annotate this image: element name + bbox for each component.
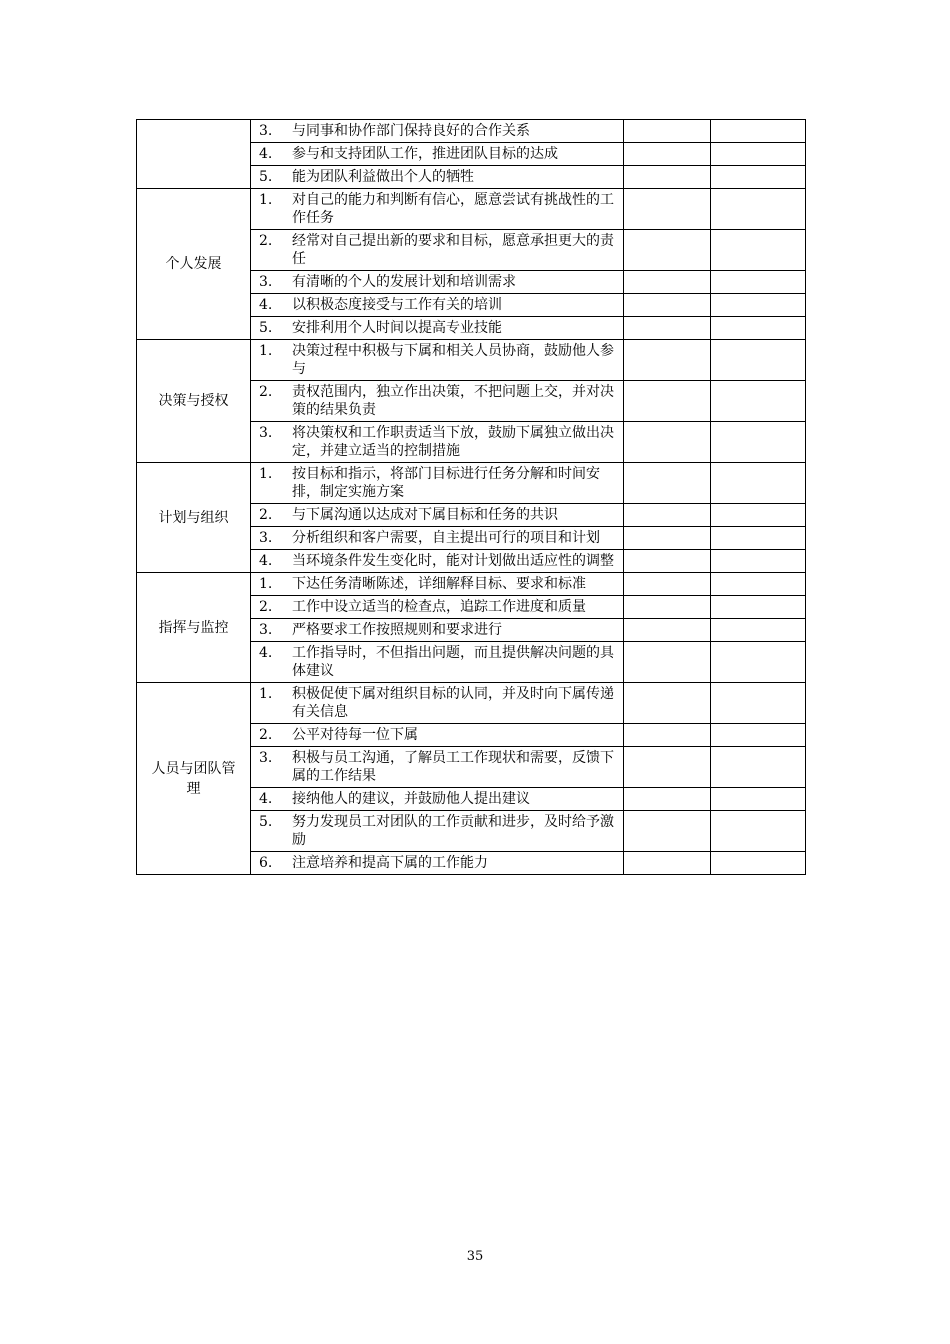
item-number: 3. <box>259 530 273 546</box>
item-number: 3. <box>259 123 273 139</box>
table-row <box>137 683 806 724</box>
item-text: 接纳他人的建议，并鼓励他人提出建议 <box>292 791 530 807</box>
remark-cell[interactable] <box>711 573 806 596</box>
score-cell[interactable] <box>624 422 711 463</box>
item-cell <box>251 381 624 422</box>
item-content <box>259 644 615 680</box>
table-row <box>137 573 806 596</box>
item-cell <box>251 573 624 596</box>
remark-cell[interactable] <box>711 340 806 381</box>
item-cell <box>251 527 624 550</box>
item-number: 2. <box>259 233 273 249</box>
item-cell <box>251 422 624 463</box>
item-cell <box>251 463 624 504</box>
item-content <box>259 383 615 419</box>
item-number: 1. <box>259 466 273 482</box>
item-text: 决策过程中积极与下属和相关人员协商，鼓励他人参与 <box>292 343 614 377</box>
item-content <box>259 145 615 163</box>
item-content <box>259 168 615 186</box>
item-cell <box>251 317 624 340</box>
item-content <box>259 506 615 524</box>
item-number: 4. <box>259 146 273 162</box>
item-cell <box>251 619 624 642</box>
remark-cell[interactable] <box>711 642 806 683</box>
item-text: 将决策权和工作职责适当下放，鼓励下属独立做出决定，并建立适当的控制措施 <box>292 425 614 459</box>
item-content <box>259 319 615 337</box>
remark-cell[interactable] <box>711 527 806 550</box>
item-text: 工作指导时，不但指出问题，而且提供解决问题的具体建议 <box>292 645 614 679</box>
category-cell <box>137 120 251 189</box>
evaluation-table <box>136 119 806 875</box>
score-cell[interactable] <box>624 166 711 189</box>
remark-cell[interactable] <box>711 120 806 143</box>
item-content <box>259 552 615 570</box>
remark-cell[interactable] <box>711 811 806 852</box>
item-number: 3. <box>259 750 273 766</box>
item-cell <box>251 340 624 381</box>
item-number: 2. <box>259 384 273 400</box>
item-text: 与同事和协作部门保持良好的合作关系 <box>292 123 530 139</box>
item-cell <box>251 294 624 317</box>
item-number: 4. <box>259 645 273 661</box>
remark-cell[interactable] <box>711 317 806 340</box>
remark-cell[interactable] <box>711 294 806 317</box>
category-cell: 计划与组织 <box>137 463 251 573</box>
category-cell: 人员与团队管理 <box>137 683 251 875</box>
page-number: 35 <box>466 1249 484 1264</box>
score-cell[interactable] <box>624 340 711 381</box>
item-text: 严格要求工作按照规则和要求进行 <box>292 622 502 638</box>
item-content <box>259 854 615 872</box>
item-text: 积极促使下属对组织目标的认同，并及时向下属传递有关信息 <box>292 686 614 720</box>
item-cell <box>251 811 624 852</box>
item-text: 下达任务清晰陈述，详细解释目标、要求和标准 <box>292 576 586 592</box>
item-content <box>259 621 615 639</box>
item-cell <box>251 596 624 619</box>
score-cell[interactable] <box>624 120 711 143</box>
item-content <box>259 790 615 808</box>
item-cell <box>251 852 624 875</box>
item-number: 5. <box>259 814 273 830</box>
item-text: 有清晰的个人的发展计划和培训需求 <box>292 274 516 290</box>
remark-cell[interactable] <box>711 724 806 747</box>
remark-cell[interactable] <box>711 189 806 230</box>
score-cell[interactable] <box>624 317 711 340</box>
item-cell <box>251 189 624 230</box>
item-cell <box>251 166 624 189</box>
remark-cell[interactable] <box>711 596 806 619</box>
item-number: 3. <box>259 274 273 290</box>
item-content <box>259 726 615 744</box>
item-number: 5. <box>259 169 273 185</box>
category-cell: 个人发展 <box>137 189 251 340</box>
item-number: 2. <box>259 727 273 743</box>
score-cell[interactable] <box>624 724 711 747</box>
item-text: 积极与员工沟通，了解员工工作现状和需要，反馈下属的工作结果 <box>292 750 614 784</box>
item-text: 当环境条件发生变化时，能对计划做出适应性的调整 <box>292 553 614 569</box>
remark-cell[interactable] <box>711 463 806 504</box>
score-cell[interactable] <box>624 271 711 294</box>
item-text: 注意培养和提高下属的工作能力 <box>292 855 488 871</box>
item-text: 工作中设立适当的检查点，追踪工作进度和质量 <box>292 599 586 615</box>
item-number: 3. <box>259 425 273 441</box>
item-content <box>259 749 615 785</box>
item-cell <box>251 724 624 747</box>
remark-cell[interactable] <box>711 683 806 724</box>
item-content <box>259 575 615 593</box>
score-cell[interactable] <box>624 463 711 504</box>
score-cell[interactable] <box>624 596 711 619</box>
item-cell <box>251 271 624 294</box>
item-content <box>259 465 615 501</box>
item-content <box>259 273 615 291</box>
score-cell[interactable] <box>624 381 711 422</box>
item-text: 与下属沟通以达成对下属目标和任务的共识 <box>292 507 558 523</box>
remark-cell[interactable] <box>711 747 806 788</box>
item-content <box>259 342 615 378</box>
item-text: 公平对待每一位下属 <box>292 727 418 743</box>
item-cell <box>251 747 624 788</box>
item-cell <box>251 230 624 271</box>
score-cell[interactable] <box>624 811 711 852</box>
remark-cell[interactable] <box>711 166 806 189</box>
item-number: 2. <box>259 599 273 615</box>
item-number: 1. <box>259 192 273 208</box>
item-content <box>259 296 615 314</box>
score-cell[interactable] <box>624 642 711 683</box>
item-text: 分析组织和客户需要，自主提出可行的项目和计划 <box>292 530 600 546</box>
category-cell: 决策与授权 <box>137 340 251 463</box>
score-cell[interactable] <box>624 527 711 550</box>
item-cell <box>251 642 624 683</box>
table-row <box>137 189 806 230</box>
item-content <box>259 529 615 547</box>
item-number: 1. <box>259 343 273 359</box>
item-number: 5. <box>259 320 273 336</box>
item-content <box>259 232 615 268</box>
remark-cell[interactable] <box>711 230 806 271</box>
item-cell <box>251 788 624 811</box>
remark-cell[interactable] <box>711 271 806 294</box>
score-cell[interactable] <box>624 189 711 230</box>
score-cell[interactable] <box>624 230 711 271</box>
item-number: 1. <box>259 686 273 702</box>
remark-cell[interactable] <box>711 619 806 642</box>
score-cell[interactable] <box>624 143 711 166</box>
item-content <box>259 685 615 721</box>
item-text: 对自己的能力和判断有信心，愿意尝试有挑战性的工作任务 <box>292 192 614 226</box>
table-row <box>137 340 806 381</box>
item-cell <box>251 550 624 573</box>
item-text: 按目标和指示，将部门目标进行任务分解和时间安排，制定实施方案 <box>292 466 600 500</box>
item-text: 参与和支持团队工作，推进团队目标的达成 <box>292 146 558 162</box>
item-content <box>259 813 615 849</box>
item-text: 经常对自己提出新的要求和目标，愿意承担更大的责任 <box>292 233 614 267</box>
score-cell[interactable] <box>624 294 711 317</box>
item-number: 4. <box>259 553 273 569</box>
score-cell[interactable] <box>624 504 711 527</box>
score-cell[interactable] <box>624 619 711 642</box>
item-cell <box>251 683 624 724</box>
item-text: 安排利用个人时间以提高专业技能 <box>292 320 502 336</box>
score-cell[interactable] <box>624 852 711 875</box>
item-content <box>259 598 615 616</box>
score-cell[interactable] <box>624 747 711 788</box>
score-cell[interactable] <box>624 550 711 573</box>
table-row <box>137 463 806 504</box>
item-cell <box>251 504 624 527</box>
item-text: 努力发现员工对团队的工作贡献和进步，及时给予激励 <box>292 814 614 848</box>
item-number: 3. <box>259 622 273 638</box>
item-number: 6. <box>259 855 273 871</box>
item-content <box>259 424 615 460</box>
item-number: 4. <box>259 297 273 313</box>
score-cell[interactable] <box>624 573 711 596</box>
remark-cell[interactable] <box>711 504 806 527</box>
remark-cell[interactable] <box>711 852 806 875</box>
remark-cell[interactable] <box>711 143 806 166</box>
table-body <box>137 120 806 875</box>
category-cell: 指挥与监控 <box>137 573 251 683</box>
item-content <box>259 122 615 140</box>
item-text: 责权范围内，独立作出决策，不把问题上交，并对决策的结果负责 <box>292 384 614 418</box>
score-cell[interactable] <box>624 788 711 811</box>
item-cell <box>251 143 624 166</box>
item-content <box>259 191 615 227</box>
item-text: 以积极态度接受与工作有关的培训 <box>292 297 502 313</box>
item-number: 1. <box>259 576 273 592</box>
item-text: 能为团队利益做出个人的牺牲 <box>292 169 474 185</box>
table-row <box>137 120 806 143</box>
remark-cell[interactable] <box>711 788 806 811</box>
score-cell[interactable] <box>624 683 711 724</box>
item-cell <box>251 120 624 143</box>
remark-cell[interactable] <box>711 422 806 463</box>
item-number: 4. <box>259 791 273 807</box>
remark-cell[interactable] <box>711 381 806 422</box>
remark-cell[interactable] <box>711 550 806 573</box>
item-number: 2. <box>259 507 273 523</box>
